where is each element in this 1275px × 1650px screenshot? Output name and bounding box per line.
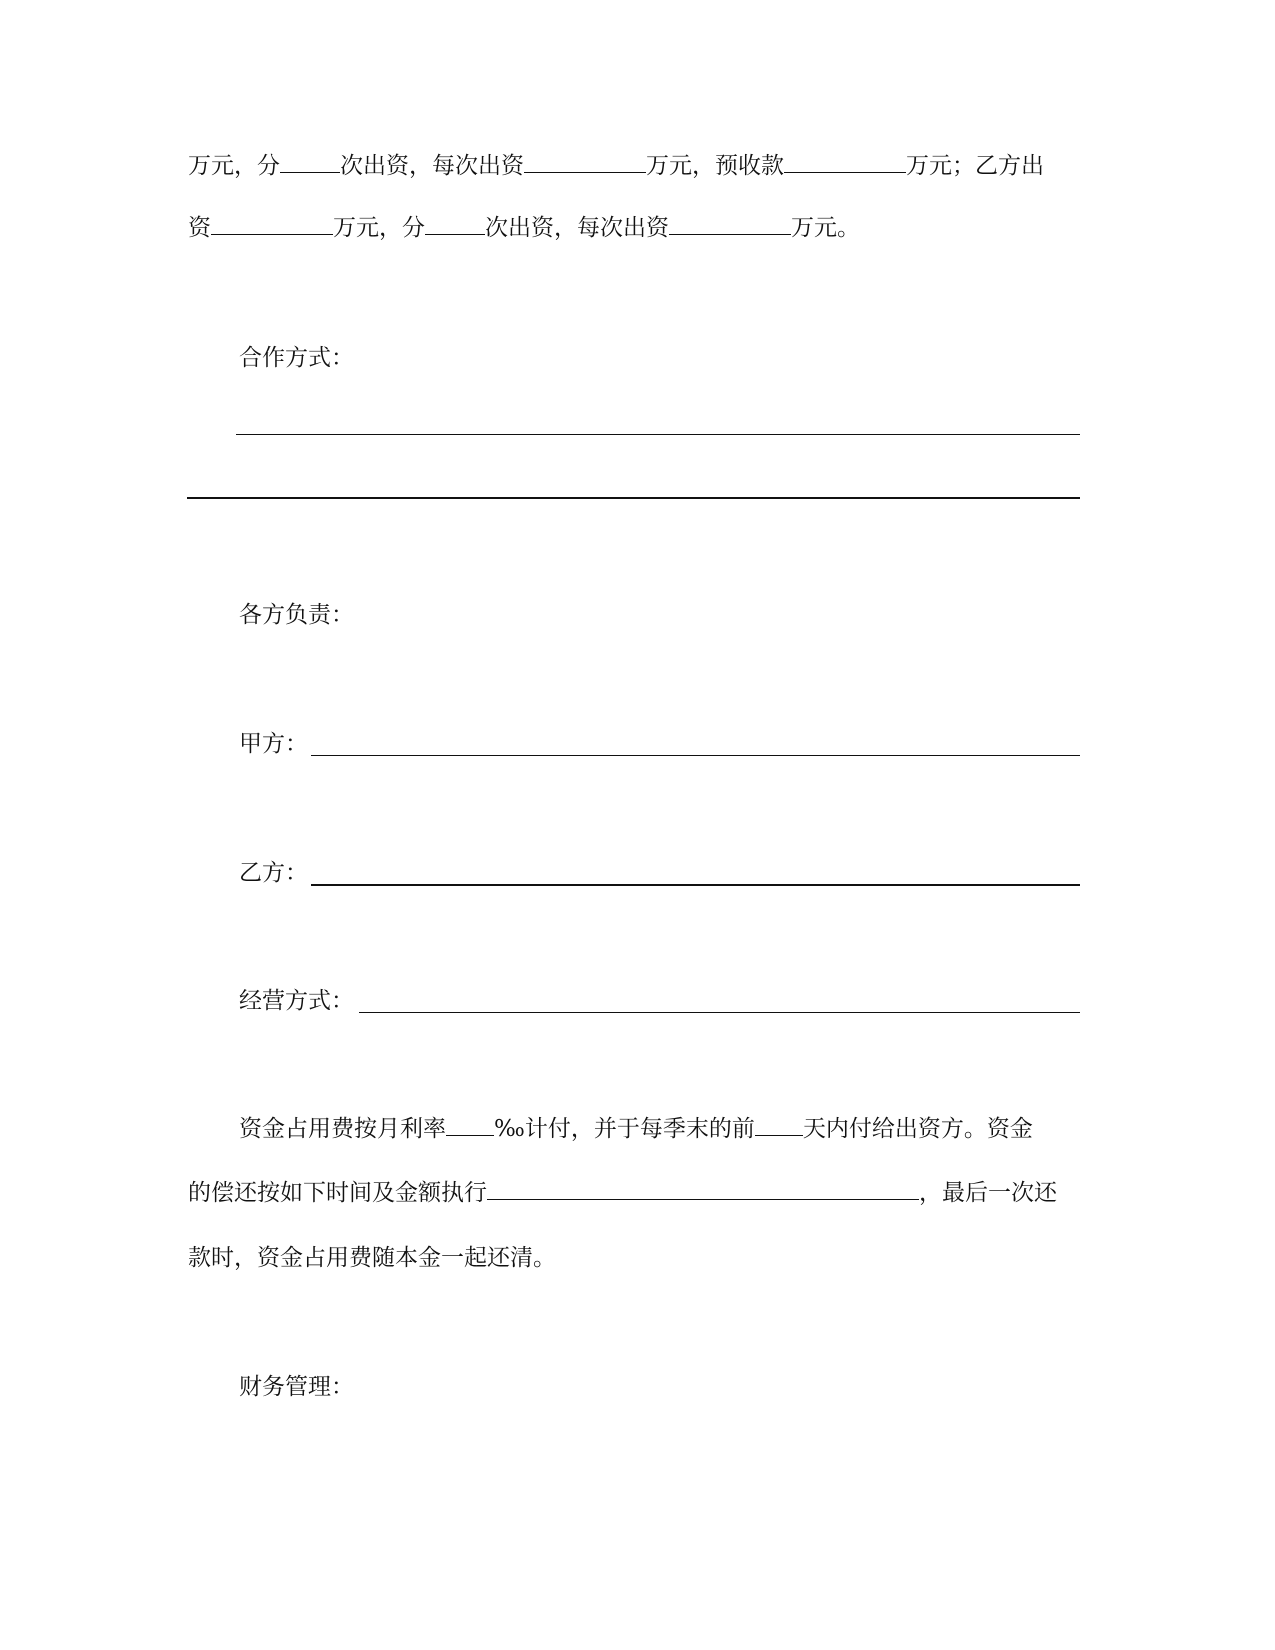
fee-text: 款时，资金占用费随本金一起还清。 [188, 1245, 556, 1271]
capital-line-2 [188, 212, 860, 244]
fee-text: 天内付给出资方。资金 [802, 1116, 1033, 1142]
amount-blank[interactable] [669, 212, 791, 235]
fee-line-3 [188, 1242, 556, 1274]
capital-text: 次出资，每次出资 [340, 153, 524, 179]
fee-text: ‰计付，并于每季末的前 [494, 1116, 755, 1142]
capital-text: 资 [188, 215, 211, 241]
cooperation-line-1[interactable] [236, 434, 1080, 435]
amount-blank[interactable] [524, 150, 646, 173]
party-b-label: 乙方： [239, 860, 308, 886]
capital-text: 万元。 [791, 215, 860, 241]
capital-text: 万元；乙方出 [906, 153, 1044, 179]
finance-label: 财务管理： [239, 1374, 354, 1400]
times-blank[interactable] [280, 150, 340, 173]
fee-line-2 [188, 1177, 1057, 1209]
repayment-schedule-blank[interactable] [487, 1177, 919, 1200]
capital-text: 万元，预收款 [646, 153, 784, 179]
operation-line[interactable] [359, 1012, 1080, 1013]
amount-blank[interactable] [211, 212, 333, 235]
responsibilities-label: 各方负责： [239, 602, 354, 628]
fee-text: 资金占用费按月利率 [239, 1116, 446, 1142]
times-blank[interactable] [425, 212, 485, 235]
fee-text: 的偿还按如下时间及金额执行 [188, 1180, 487, 1206]
cooperation-line-2[interactable] [187, 497, 1080, 499]
fee-line-1 [239, 1113, 1033, 1145]
capital-text: 万元，分 [333, 215, 425, 241]
fee-text: ，最后一次还 [919, 1180, 1057, 1206]
capital-text: 万元，分 [188, 153, 280, 179]
capital-text: 次出资，每次出资 [485, 215, 669, 241]
party-b-line[interactable] [311, 884, 1080, 886]
operation-label: 经营方式： [239, 988, 354, 1014]
party-a-line[interactable] [311, 755, 1080, 756]
prepayment-blank[interactable] [784, 150, 906, 173]
cooperation-label: 合作方式： [239, 345, 354, 371]
capital-line-1 [188, 150, 1044, 182]
rate-blank[interactable] [446, 1113, 494, 1136]
party-a-label: 甲方： [239, 731, 308, 757]
days-blank[interactable] [755, 1113, 803, 1136]
